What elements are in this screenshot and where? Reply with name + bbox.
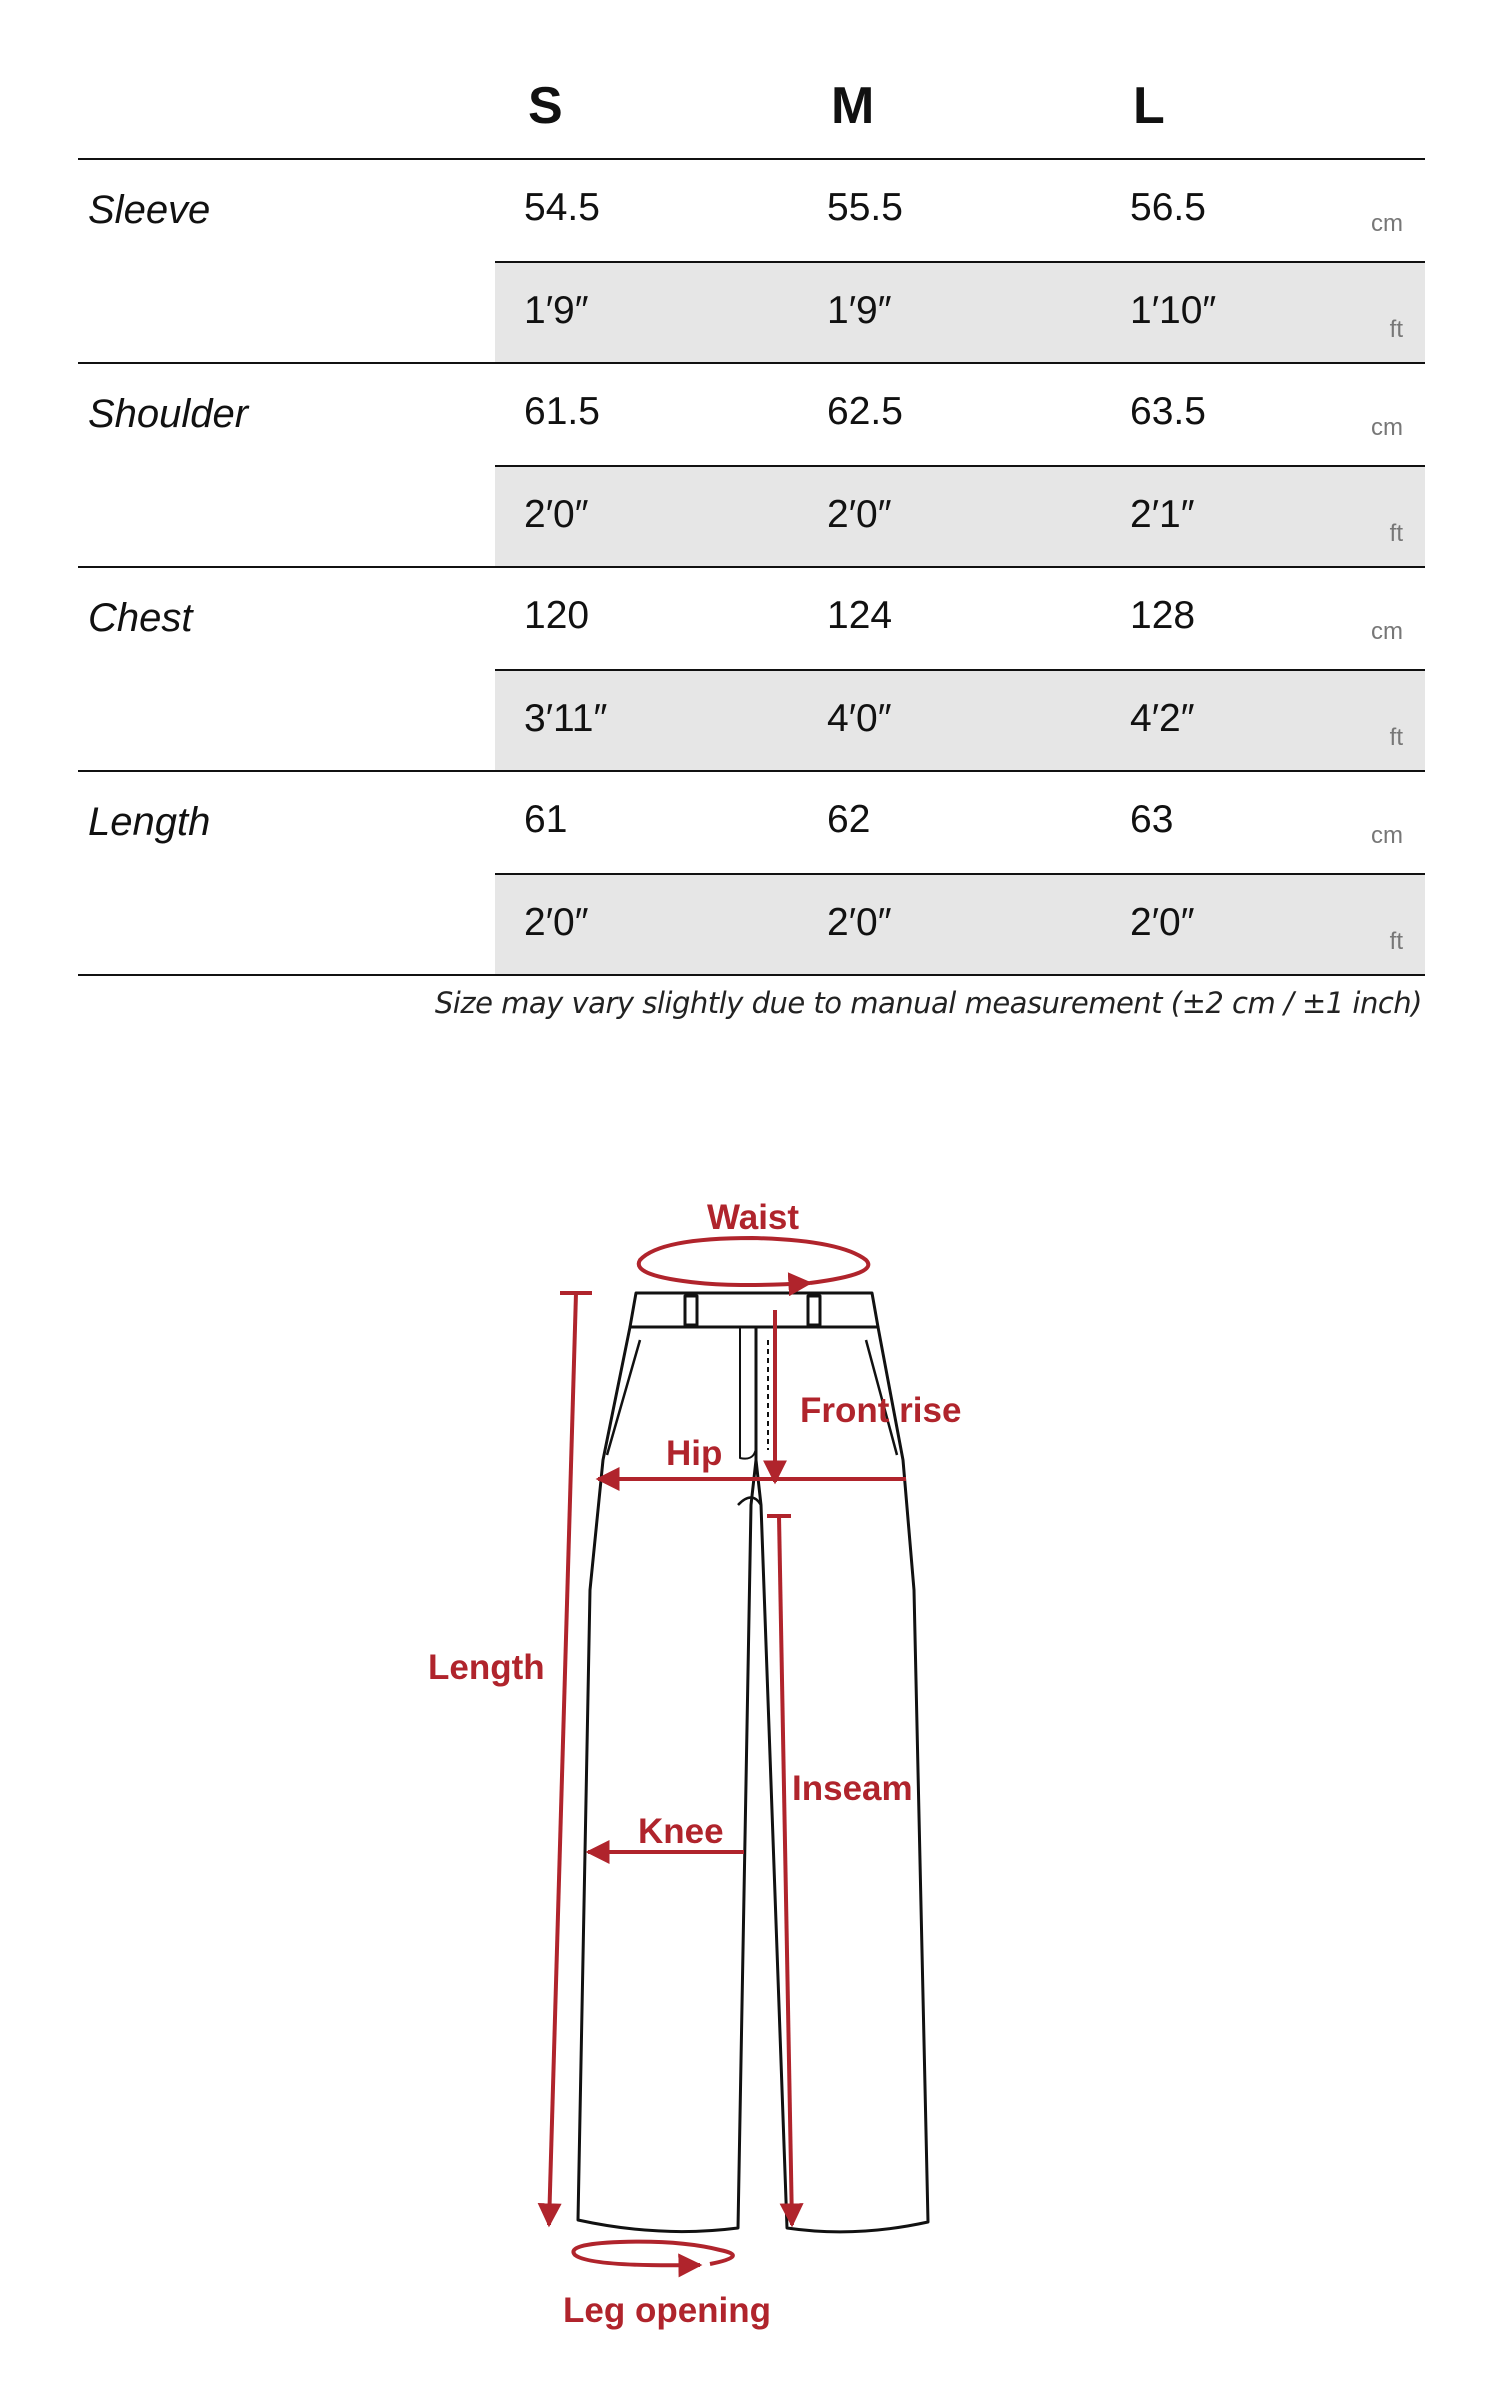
unit-cm-label: cm: [1371, 822, 1403, 849]
unit-ft-label: ft: [1389, 316, 1403, 343]
sleeve-cm-row: [495, 160, 1425, 260]
sleeve-cm-l: 56.5: [1130, 186, 1206, 229]
chest-cm-m: 124: [827, 594, 893, 637]
label-front-rise: Front rise: [800, 1391, 962, 1430]
pants-measurement-diagram: [0, 1150, 1500, 2330]
chest-cm-row: [495, 568, 1425, 668]
chest-ft-m: 4′0″: [827, 697, 892, 740]
chest-cm-l: 128: [1130, 594, 1196, 637]
size-header-l: L: [1133, 77, 1165, 135]
label-inseam: Inseam: [792, 1769, 913, 1808]
size-header-m: M: [831, 77, 875, 135]
length-ft-s: 2′0″: [524, 901, 589, 944]
sleeve-ft-l: 1′10″: [1130, 289, 1217, 332]
shoulder-cm-l: 63.5: [1130, 390, 1206, 433]
sleeve-cm-s: 54.5: [524, 186, 600, 229]
unit-ft-label: ft: [1389, 520, 1403, 547]
shoulder-cm-row: [495, 364, 1425, 464]
unit-cm-label: cm: [1371, 618, 1403, 645]
length-cm-row: [495, 772, 1425, 872]
chest-ft-l: 4′2″: [1130, 697, 1195, 740]
sleeve-ft-m: 1′9″: [827, 289, 892, 332]
unit-ft-label: ft: [1389, 724, 1403, 751]
chest-ft-row: [495, 669, 1425, 770]
row-label-shoulder: Shoulder: [88, 392, 249, 436]
pants-outline: [578, 1293, 928, 2232]
shoulder-cm-m: 62.5: [827, 390, 903, 433]
shoulder-ft-row: [495, 465, 1425, 566]
row-group-chest: [78, 568, 1425, 772]
shoulder-ft-m: 2′0″: [827, 493, 892, 536]
label-hip: Hip: [666, 1434, 723, 1473]
sleeve-ft-row: [495, 261, 1425, 362]
size-chart-table: [78, 0, 1425, 976]
shoulder-cm-s: 61.5: [524, 390, 600, 433]
length-ft-row: [495, 873, 1425, 974]
shoulder-ft-s: 2′0″: [524, 493, 589, 536]
length-cm-s: 61: [524, 798, 568, 841]
label-waist: Waist: [707, 1198, 800, 1237]
label-length: Length: [428, 1648, 545, 1687]
label-leg-opening: Leg opening: [563, 2291, 772, 2330]
row-group-length: [78, 772, 1425, 976]
measurement-note: Size may vary slightly due to manual measurement (±2 cm / ±1 inch): [434, 986, 1422, 1020]
unit-cm-label: cm: [1371, 210, 1403, 237]
unit-cm-label: cm: [1371, 414, 1403, 441]
chest-ft-s: 3′11″: [524, 697, 608, 740]
chest-cm-s: 120: [524, 594, 590, 637]
unit-ft-label: ft: [1389, 928, 1403, 955]
label-knee: Knee: [638, 1812, 724, 1851]
sleeve-ft-s: 1′9″: [524, 289, 589, 332]
row-group-sleeve: [78, 160, 1425, 364]
length-ft-m: 2′0″: [827, 901, 892, 944]
sleeve-cm-m: 55.5: [827, 186, 903, 229]
size-header-row: [78, 0, 1425, 160]
length-cm-m: 62: [827, 798, 871, 841]
row-label-chest: Chest: [88, 596, 193, 640]
length-cm-l: 63: [1130, 798, 1174, 841]
shoulder-ft-l: 2′1″: [1130, 493, 1195, 536]
row-label-length: Length: [88, 800, 211, 844]
row-group-shoulder: [78, 364, 1425, 568]
size-header-s: S: [528, 77, 563, 135]
length-ft-l: 2′0″: [1130, 901, 1195, 944]
row-label-sleeve: Sleeve: [88, 188, 211, 232]
